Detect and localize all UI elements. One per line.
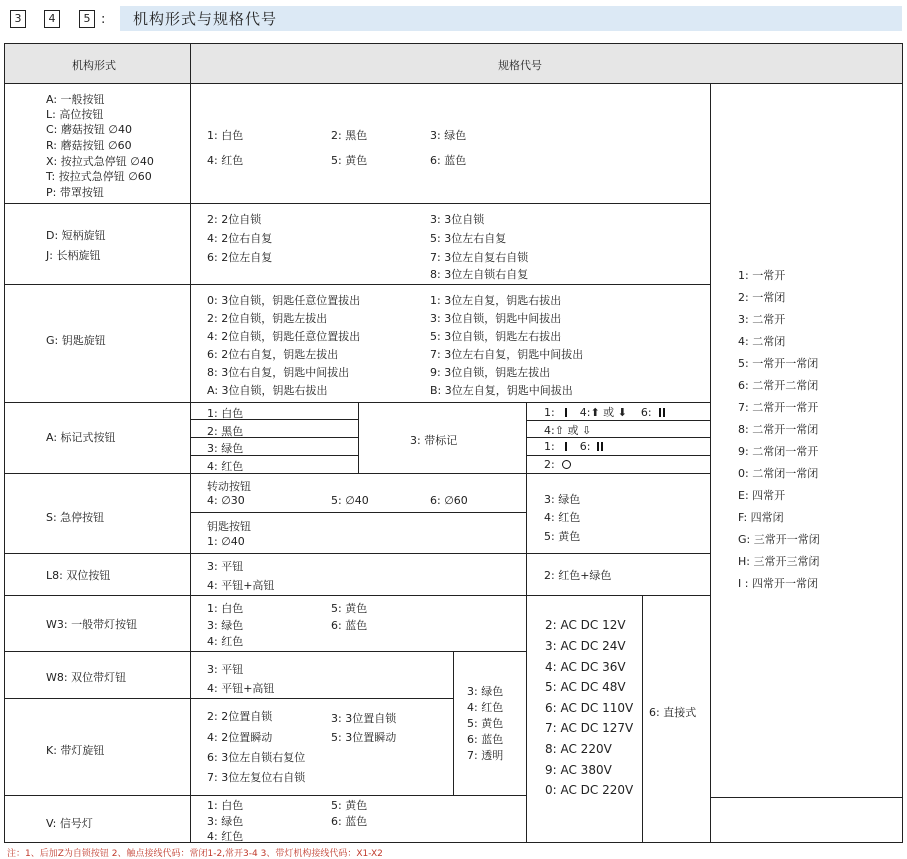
rotate-button-title: 转动按钮 (207, 480, 251, 493)
form-item: X: 按拉式急停钮 ∅40 (46, 155, 154, 168)
form-item: W8: 双位带灯钮 (46, 671, 127, 684)
form-column-header: 机构形式 (72, 59, 116, 72)
code-box-4: 4 (44, 10, 60, 28)
form-item: T: 按拉式急停钮 ∅60 (46, 170, 152, 183)
size-option: 5: ∅40 (331, 494, 369, 507)
spec-item: 6: 2位左自复 (207, 251, 273, 264)
contact-option: 5: 一常开一常闭 (738, 357, 819, 370)
voltage-option: 7: AC DC 127V (545, 721, 634, 735)
mark-option: 3: 带标记 (410, 434, 458, 447)
color-option: 5: 黄色 (544, 530, 581, 543)
spec-item: A: 3位自锁，钥匙右拔出 (207, 384, 328, 397)
color-option: 4: 红色 (544, 511, 581, 524)
lamp-color: 5: 黄色 (467, 717, 504, 730)
spec-item: 6: 3位左自锁右复位 (207, 751, 306, 764)
key-button-title: 钥匙按钮 (207, 520, 251, 533)
contact-option: 1: 一常开 (738, 269, 786, 282)
symbol-line-2: 4:⇧ 或 ⇩ (544, 424, 592, 437)
spec-column-header: 规格代号 (498, 59, 542, 72)
spec-item: 5: 3位左右自复 (430, 232, 507, 245)
size-option: 1: ∅40 (207, 535, 245, 548)
code-box-5: 5 (79, 10, 95, 28)
spec-item: 7: 3位左右自复，钥匙中间拔出 (430, 348, 584, 361)
color-option: 6: 蓝色 (331, 619, 368, 632)
down-arrow-icon: ⬇ (617, 406, 627, 419)
color-option: 5: 黄色 (331, 602, 368, 615)
contact-option: 3: 二常开 (738, 313, 786, 326)
color-option: 3: 绿色 (544, 493, 581, 506)
contact-option: 8: 二常开一常闭 (738, 423, 819, 436)
form-item: J: 长柄旋钮 (46, 249, 101, 262)
color-option: 6: 蓝色 (331, 815, 368, 828)
spec-item: 3: 3位自锁，钥匙中间拔出 (430, 312, 562, 325)
spec-item: 7: 3位左复位右自锁 (207, 771, 306, 784)
color-option: 1: 白色 (207, 407, 244, 420)
spec-item: 0: 3位自锁，钥匙任意位置拔出 (207, 294, 361, 307)
spec-item: 3: 平钮 (207, 560, 244, 573)
voltage-option: 0: AC DC 220V (545, 783, 634, 797)
color-option: 5: 黄色 (331, 799, 368, 812)
color-option: 3: 绿色 (207, 815, 244, 828)
voltage-option: 2: AC DC 12V (545, 618, 626, 632)
spec-item: 4: 平钮+高钮 (207, 682, 275, 695)
color-option: 1: 白色 (207, 129, 244, 142)
lamp-color: 7: 透明 (467, 749, 504, 762)
spec-item: 6: 2位右自复，钥匙左拔出 (207, 348, 339, 361)
double-bar-icon (597, 442, 599, 451)
spec-item: 1: 3位左自复，钥匙右拔出 (430, 294, 562, 307)
voltage-option: 4: AC DC 36V (545, 660, 626, 674)
color-option: 3: 绿色 (430, 129, 467, 142)
spec-item: 9: 3位自锁，钥匙左拔出 (430, 366, 551, 379)
voltage-option: 5: AC DC 48V (545, 680, 626, 694)
spec-item: 2: 2位自锁 (207, 213, 262, 226)
spec-item: 4: 2位置瞬动 (207, 731, 273, 744)
spec-item: 4: 平钮+高钮 (207, 579, 275, 592)
form-item: W3: 一般带灯按钮 (46, 618, 138, 631)
lamp-color: 4: 红色 (467, 701, 504, 714)
double-bar-icon (659, 408, 661, 417)
size-option: 6: ∅60 (430, 494, 468, 507)
contact-option: 6: 二常开二常闭 (738, 379, 819, 392)
form-item: C: 蘑菇按钮 ∅40 (46, 123, 132, 136)
header-colon: : (101, 12, 106, 27)
color-option: 6: 蓝色 (430, 154, 467, 167)
form-item: G: 钥匙旋钮 (46, 334, 106, 347)
contact-option: H: 三常开三常闭 (738, 555, 820, 568)
form-item: R: 蘑菇按钮 ∅60 (46, 139, 132, 152)
form-item: A: 一般按钮 (46, 93, 105, 106)
spec-item: 2: 2位置自锁 (207, 710, 273, 723)
color-option: 3: 绿色 (207, 442, 244, 455)
up-arrow-icon: ⬆ (590, 406, 600, 419)
form-item: K: 带灯旋钮 (46, 744, 105, 757)
spec-item: 8: 3位左自锁右自复 (430, 268, 529, 281)
form-item: A: 标记式按钮 (46, 431, 116, 444)
spec-item: 3: 平钮 (207, 663, 244, 676)
contact-option: G: 三常开一常闭 (738, 533, 820, 546)
contact-option: 9: 二常闭一常开 (738, 445, 819, 458)
form-item: S: 急停按钮 (46, 511, 105, 524)
spec-item: 3: 3位自锁 (430, 213, 485, 226)
hollow-down-arrow-icon: ⇩ (581, 424, 592, 437)
symbol-line-3: 1: 6: (544, 440, 605, 453)
hollow-up-arrow-icon: ⇧ (554, 424, 564, 437)
contact-option: E: 四常开 (738, 489, 786, 502)
color-option: 4: 红色 (207, 830, 244, 843)
contact-option: 2: 一常闭 (738, 291, 786, 304)
spec-item: 5: 3位自锁，钥匙左右拔出 (430, 330, 562, 343)
symbol-line-4: 2: (544, 458, 571, 471)
form-item: D: 短柄旋钮 (46, 229, 106, 242)
spec-item: B: 3位左自复，钥匙中间拔出 (430, 384, 573, 397)
color-option: 2: 黑色 (207, 425, 244, 438)
color-option: 2: 红色+绿色 (544, 569, 612, 582)
color-option: 1: 白色 (207, 799, 244, 812)
spec-item: 2: 2位自锁，钥匙左拔出 (207, 312, 328, 325)
form-item: L8: 双位按钮 (46, 569, 111, 582)
bar-icon (565, 442, 567, 451)
voltage-option: 8: AC 220V (545, 742, 612, 756)
size-option: 4: ∅30 (207, 494, 245, 507)
color-option: 1: 白色 (207, 602, 244, 615)
table-header (4, 44, 902, 83)
color-option: 4: 红色 (207, 154, 244, 167)
lamp-color: 3: 绿色 (467, 685, 504, 698)
color-option: 4: 红色 (207, 635, 244, 648)
form-item: V: 信号灯 (46, 817, 93, 830)
page-title: 机构形式与规格代号 (133, 10, 278, 28)
lamp-color: 6: 蓝色 (467, 733, 504, 746)
footnote: 注：1、后加Z为自锁按钮 2、触点接线代码：常闭1-2,常开3-4 3、带灯机构接线代码：X1-X2 (7, 849, 383, 859)
symbol-line-1: 1: 4:⬆ 或 ⬇ 6: (544, 404, 667, 420)
spec-item: 5: 3位置瞬动 (331, 731, 397, 744)
voltage-option: 6: AC DC 110V (545, 701, 634, 715)
color-option: 3: 绿色 (207, 619, 244, 632)
spec-item: 4: 2位右自复 (207, 232, 273, 245)
circle-icon (562, 460, 571, 469)
spec-item: 8: 3位右自复，钥匙中间拔出 (207, 366, 350, 379)
code-box-3: 3 (10, 10, 26, 28)
contact-option: 0: 二常闭一常闭 (738, 467, 819, 480)
contact-option: 7: 二常开一常开 (738, 401, 819, 414)
form-item: L: 高位按钮 (46, 108, 104, 121)
voltage-option: 9: AC 380V (545, 763, 612, 777)
spec-item: 7: 3位左自复右自锁 (430, 251, 529, 264)
spec-item: 3: 3位置自锁 (331, 712, 397, 725)
bar-icon (565, 408, 567, 417)
contact-option: 4: 二常闭 (738, 335, 786, 348)
contact-option: F: 四常闭 (738, 511, 784, 524)
color-option: 5: 黄色 (331, 154, 368, 167)
color-option: 4: 红色 (207, 460, 244, 473)
direct-type: 6: 直接式 (649, 706, 697, 719)
form-item: P: 带罩按钮 (46, 186, 104, 199)
contact-option: I : 四常开一常闭 (738, 577, 818, 590)
spec-item: 4: 2位自锁，钥匙任意位置拔出 (207, 330, 361, 343)
voltage-option: 3: AC DC 24V (545, 639, 626, 653)
color-option: 2: 黑色 (331, 129, 368, 142)
